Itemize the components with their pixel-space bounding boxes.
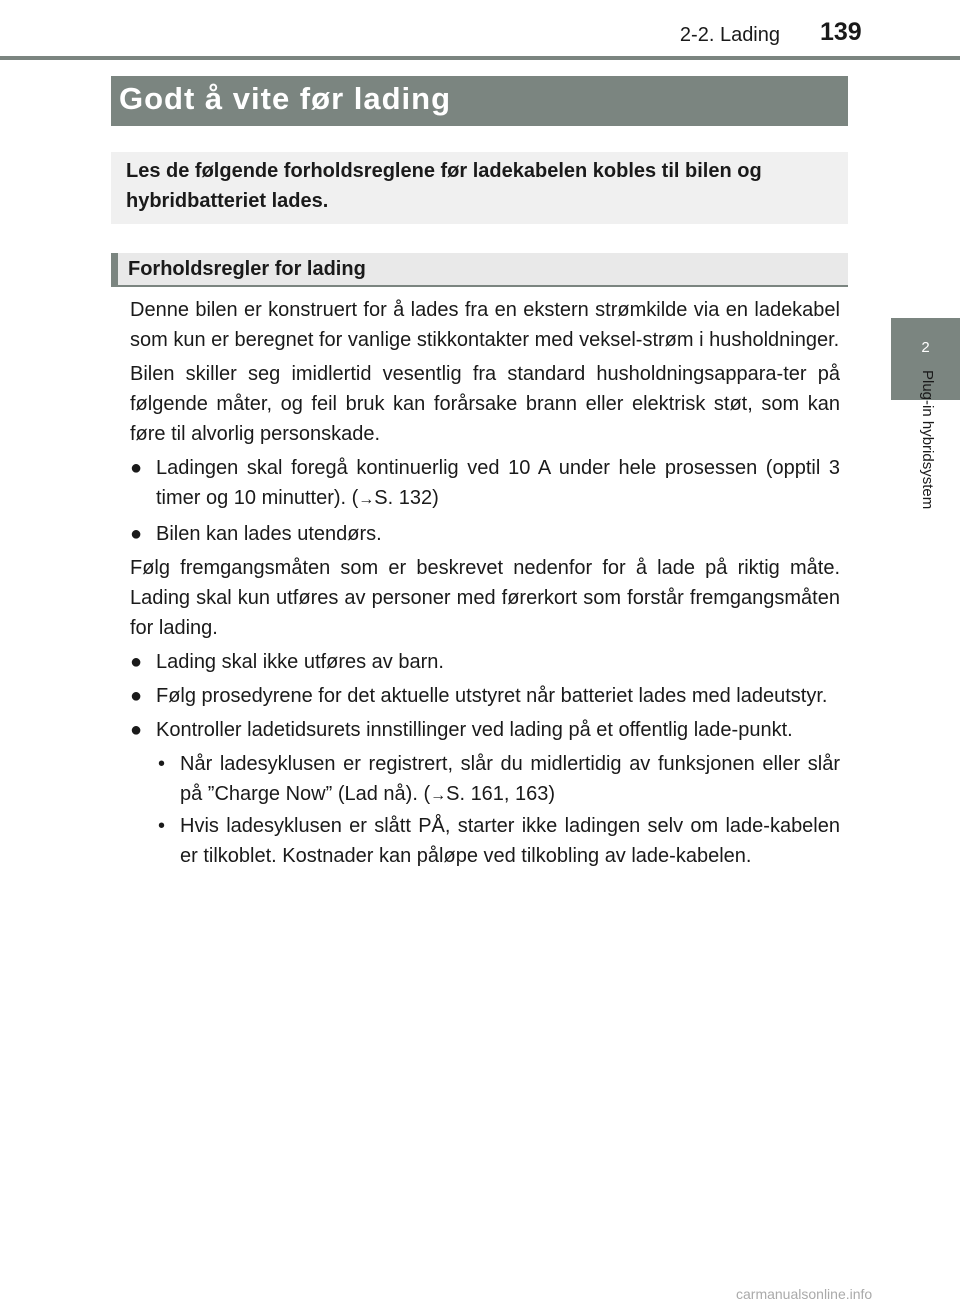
chapter-number: 2	[921, 339, 930, 356]
bullet-text: Kontroller ladetidsurets innstillinger ved lading på et offentlig lade-punkt.	[156, 719, 793, 741]
subheading-bar	[111, 253, 848, 287]
page-reference[interactable]: S. 161, 163)	[446, 783, 556, 805]
chapter-label: Plug-in hybridsystem	[919, 370, 936, 510]
header-section: 2-2. Lading	[679, 24, 780, 46]
body-content	[130, 295, 840, 871]
arrow-right-icon: →	[358, 491, 375, 508]
paragraph-3: Følg fremgangsmåten som er beskrevet nedenfor for å lade på riktig måte. Lading skal kun utføres av personer med førerkort som forstår fremgangsmåten for lading.	[130, 557, 840, 639]
page-reference[interactable]: S. 132)	[374, 487, 439, 509]
intro-box	[111, 152, 848, 224]
footer-watermark: carmanualsonline.info	[736, 1286, 873, 1302]
sub-item-2	[130, 811, 840, 871]
sub-text: Når ladesyklusen er registrert, slår du midlertidig av funksjonen eller slår på ”Charge Now” (Lad nå). (	[180, 753, 840, 805]
bullet-text: Bilen kan lades utendørs.	[156, 523, 382, 545]
arrow-right-icon: →	[430, 787, 447, 804]
paragraph-1: Denne bilen er konstruert for å lades fra en ekstern strømkilde via en ladekabel som kun er beregnet for vanlige stikkontakter med veksel-strøm i husholdninger.	[130, 299, 840, 351]
paragraph-2: Bilen skiller seg imidlertid vesentlig fra standard husholdningsappara-ter på følgende måter, og feil bruk kan forårsake brann eller elektrisk støt, som kan føre til alvorlig personskade.	[130, 363, 840, 445]
bullet-item-1	[130, 453, 840, 515]
bullet-dot-icon: ●	[130, 457, 143, 479]
bullet-text: Følg prosedyrene for det aktuelle utstyret når batteriet lades med ladeutstyr.	[156, 685, 828, 707]
page-number: 139	[820, 18, 862, 46]
sub-bullet-icon: •	[158, 815, 166, 837]
bullet-item-2	[130, 519, 840, 549]
bullet-dot-icon: ●	[130, 685, 143, 707]
subheading: Forholdsregler for lading	[128, 258, 366, 280]
page-title: Godt å vite før lading	[119, 81, 452, 116]
bullet-item-5	[130, 715, 840, 745]
title-bar	[111, 76, 848, 126]
header-rule	[0, 56, 960, 60]
bullet-dot-icon: ●	[130, 719, 143, 741]
bullet-dot-icon: ●	[130, 523, 143, 545]
intro-text: Les de følgende forholdsreglene før ladekabelen kobles til bilen og hybridbatteriet lades.	[126, 160, 762, 212]
bullet-text: Lading skal ikke utføres av barn.	[156, 651, 444, 673]
bullet-item-4	[130, 681, 840, 711]
sub-text: Hvis ladesyklusen er slått PÅ, starter ikke ladingen selv om lade-kabelen er tilkoblet. Kostnader kan påløpe ved tilkobling av lade-kabelen.	[180, 815, 840, 867]
sub-item-1	[130, 749, 840, 811]
sub-bullet-icon: •	[158, 753, 166, 775]
bullet-dot-icon: ●	[130, 651, 143, 673]
bullet-item-3	[130, 647, 840, 677]
bullet-text: Ladingen skal foregå kontinuerlig ved 10 A under hele prosessen (opptil 3 timer og 10 minutter). (	[156, 457, 840, 509]
